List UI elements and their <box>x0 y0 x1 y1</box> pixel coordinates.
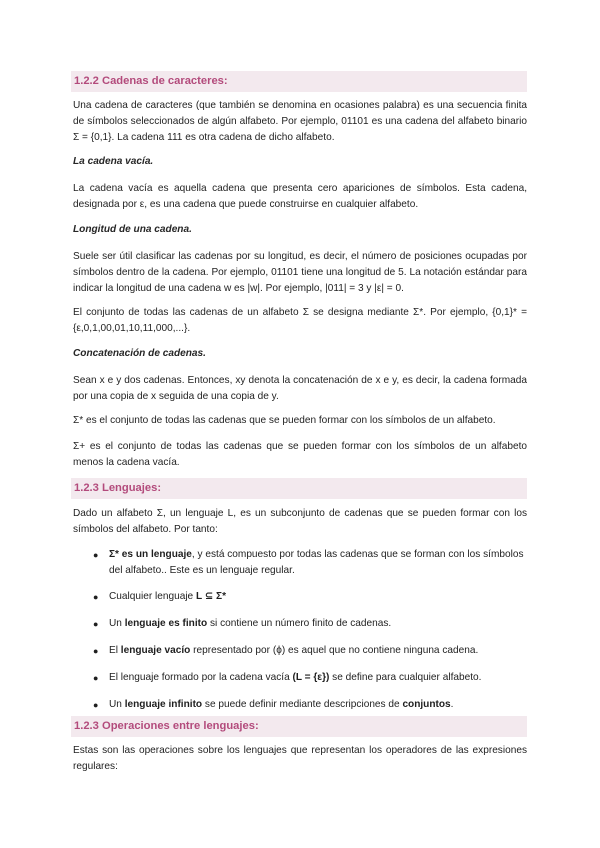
section-heading-lenguajes: 1.2.3 Lenguajes: <box>71 478 527 499</box>
list-item-bold: lenguaje vacío <box>120 645 191 656</box>
paragraph-sigma-star-def: Σ* es el conjunto de todas las cadenas que se pueden formar con los símbolos de un alfabeto. <box>73 415 496 426</box>
paragraph-longitud: Suele ser útil clasificar las cadenas por su longitud, es decir, el número de posiciones ocupadas por símbolos dentro de la cadena. Por ejemplo, 01101 tiene una longitud de 5. La notación estándar para indicar la longitud de una cadena w es |w|. Por ejemplo, |011| = 3 y |ε| = 0. <box>73 251 527 294</box>
list-item-text: si contiene un número finito de cadenas. <box>207 618 392 629</box>
list-item-bold: Σ* es un lenguaje <box>109 549 192 560</box>
paragraph-cadena-vacia: La cadena vacía es aquella cadena que presenta cero apariciones de símbolos. Esta cadena, designada por ε, es una cadena que puede construirse en cualquier alfabeto. <box>73 183 527 210</box>
language-properties-list <box>93 547 533 713</box>
paragraph-cadenas-def: Una cadena de caracteres (que también se denomina en ocasiones palabra) es una secuencia finita de símbolos seleccionados de algún alfabeto. Por ejemplo, 01101 es una cadena del alfabeto binario Σ = {0,1}. La cadena 111 es otra cadena de dicho alfabeto. <box>73 100 527 143</box>
list-item <box>93 670 533 686</box>
paragraph-concatenacion: Sean x e y dos cadenas. Entonces, xy denota la concatenación de x e y, es decir, la cadena formada por una copia de x seguida de una copia de y. <box>73 375 527 402</box>
list-item-bold: conjuntos <box>402 699 451 710</box>
list-item <box>93 616 533 632</box>
bullet-icon: ● <box>93 700 99 710</box>
subheading-longitud: Longitud de una cadena. <box>73 224 192 235</box>
list-item <box>93 697 533 713</box>
list-item-text: se define para cualquier alfabeto. <box>329 672 482 683</box>
list-item <box>93 547 533 579</box>
list-item <box>93 589 533 605</box>
bullet-icon: ● <box>93 619 99 629</box>
bullet-icon: ● <box>93 646 99 656</box>
list-item-text: Cualquier lenguaje <box>109 591 196 602</box>
bullet-icon: ● <box>93 550 99 560</box>
bullet-icon: ● <box>93 673 99 683</box>
paragraph-sigma-star: El conjunto de todas las cadenas de un alfabeto Σ se designa mediante Σ*. Por ejemplo, {0,1}* = {ε,0,1,00,01,10,11,000,...}. <box>73 307 527 334</box>
subheading-concatenacion: Concatenación de cadenas. <box>73 348 206 359</box>
list-item-text: representado por (ϕ) es aquel que no contiene ninguna cadena. <box>190 645 479 656</box>
list-item-bold: (L = {ε}) <box>292 672 330 683</box>
list-item <box>93 643 533 659</box>
paragraph-operaciones: Estas son las operaciones sobre los lenguajes que representan los operadores de las expresiones regulares: <box>73 745 527 772</box>
paragraph-sigma-plus-def: Σ+ es el conjunto de todas las cadenas que se pueden formar con los símbolos de un alfabeto menos la cadena vacía. <box>73 441 527 468</box>
list-item-bold: lenguaje es finito <box>124 618 208 629</box>
list-item-text: . <box>450 699 454 710</box>
subheading-cadena-vacia: La cadena vacía. <box>73 156 154 167</box>
list-item-bold: lenguaje infinito <box>124 699 203 710</box>
section-heading-cadenas: 1.2.2 Cadenas de caracteres: <box>71 71 527 92</box>
bullet-icon: ● <box>93 592 99 602</box>
list-item-text: , y está compuesto por todas las cadenas que se forman con los símbolos del alfabeto.. Este es un lenguaje regular. <box>109 549 524 576</box>
list-item-bold: L ⊆ Σ* <box>195 591 227 602</box>
list-item-text: El <box>109 645 121 656</box>
section-heading-operaciones: 1.2.3 Operaciones entre lenguajes: <box>71 716 527 737</box>
list-item-text: Un <box>109 699 125 710</box>
list-item-text: Un <box>109 618 125 629</box>
list-item-text: El lenguaje formado por la cadena vacía <box>109 672 293 683</box>
list-item-text: se puede definir mediante descripciones de <box>202 699 403 710</box>
paragraph-lenguaje-def: Dado un alfabeto Σ, un lenguaje L, es un subconjunto de cadenas que se pueden formar con los símbolos del alfabeto. Por tanto: <box>73 508 527 535</box>
